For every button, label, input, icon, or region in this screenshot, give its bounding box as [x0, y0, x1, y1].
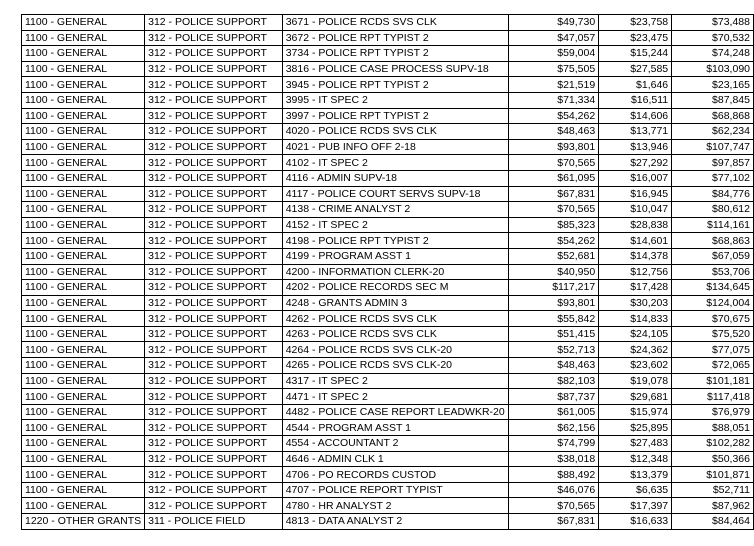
total-cell: $23,165	[672, 77, 754, 93]
position-cell: 4198 - POLICE RPT TYPIST 2	[282, 233, 508, 249]
benefits-cell: $12,756	[599, 264, 672, 280]
table-row	[22, 264, 754, 280]
fund-cell: 1100 - GENERAL	[22, 358, 145, 374]
department-cell: 312 - POLICE SUPPORT	[145, 404, 283, 420]
fund-cell: 1100 - GENERAL	[22, 482, 145, 498]
position-cell: 4646 - ADMIN CLK 1	[282, 451, 508, 467]
department-cell: 312 - POLICE SUPPORT	[145, 186, 283, 202]
position-cell: 3734 - POLICE RPT TYPIST 2	[282, 46, 508, 62]
total-cell: $73,488	[672, 15, 754, 31]
benefits-cell: $29,681	[599, 389, 672, 405]
salary-cell: $61,005	[508, 404, 598, 420]
salary-cell: $70,565	[508, 202, 598, 218]
benefits-cell: $23,602	[599, 358, 672, 374]
benefits-cell: $17,397	[599, 498, 672, 514]
total-cell: $97,857	[672, 155, 754, 171]
department-cell: 311 - POLICE FIELD	[145, 514, 283, 530]
benefits-cell: $16,511	[599, 92, 672, 108]
table-row	[22, 30, 754, 46]
benefits-cell: $24,362	[599, 342, 672, 358]
salary-cell: $54,262	[508, 108, 598, 124]
position-cell: 4102 - IT SPEC 2	[282, 155, 508, 171]
position-cell: 4482 - POLICE CASE REPORT LEADWKR-20	[282, 404, 508, 420]
benefits-cell: $15,974	[599, 404, 672, 420]
salary-cell: $55,842	[508, 311, 598, 327]
benefits-cell: $6,635	[599, 482, 672, 498]
total-cell: $107,747	[672, 139, 754, 155]
position-cell: 4202 - POLICE RECORDS SEC M	[282, 280, 508, 296]
benefits-cell: $13,771	[599, 124, 672, 140]
department-cell: 312 - POLICE SUPPORT	[145, 15, 283, 31]
fund-cell: 1100 - GENERAL	[22, 498, 145, 514]
department-cell: 312 - POLICE SUPPORT	[145, 202, 283, 218]
salary-cell: $48,463	[508, 124, 598, 140]
position-cell: 4707 - POLICE REPORT TYPIST	[282, 482, 508, 498]
fund-cell: 1100 - GENERAL	[22, 217, 145, 233]
department-cell: 312 - POLICE SUPPORT	[145, 30, 283, 46]
department-cell: 312 - POLICE SUPPORT	[145, 420, 283, 436]
position-cell: 4248 - GRANTS ADMIN 3	[282, 295, 508, 311]
salary-cell: $67,831	[508, 514, 598, 530]
total-cell: $50,366	[672, 451, 754, 467]
salary-cell: $52,681	[508, 248, 598, 264]
department-cell: 312 - POLICE SUPPORT	[145, 451, 283, 467]
department-cell: 312 - POLICE SUPPORT	[145, 170, 283, 186]
fund-cell: 1100 - GENERAL	[22, 420, 145, 436]
fund-cell: 1100 - GENERAL	[22, 155, 145, 171]
table-row	[22, 451, 754, 467]
department-cell: 312 - POLICE SUPPORT	[145, 139, 283, 155]
benefits-cell: $14,833	[599, 311, 672, 327]
table-row	[22, 295, 754, 311]
position-cell: 4263 - POLICE RCDS SVS CLK	[282, 326, 508, 342]
total-cell: $117,418	[672, 389, 754, 405]
salary-cell: $40,950	[508, 264, 598, 280]
salary-cell: $93,801	[508, 139, 598, 155]
department-cell: 312 - POLICE SUPPORT	[145, 46, 283, 62]
position-cell: 4264 - POLICE RCDS SVS CLK-20	[282, 342, 508, 358]
salary-cell: $88,492	[508, 467, 598, 483]
fund-cell: 1100 - GENERAL	[22, 124, 145, 140]
salary-cell: $38,018	[508, 451, 598, 467]
fund-cell: 1100 - GENERAL	[22, 202, 145, 218]
position-cell: 3671 - POLICE RCDS SVS CLK	[282, 15, 508, 31]
table-row	[22, 15, 754, 31]
table-row	[22, 46, 754, 62]
benefits-cell: $23,475	[599, 30, 672, 46]
total-cell: $134,645	[672, 280, 754, 296]
table-body	[22, 15, 754, 530]
benefits-cell: $30,203	[599, 295, 672, 311]
fund-cell: 1100 - GENERAL	[22, 233, 145, 249]
benefits-cell: $28,838	[599, 217, 672, 233]
salary-cell: $70,565	[508, 155, 598, 171]
position-cell: 4200 - INFORMATION CLERK-20	[282, 264, 508, 280]
total-cell: $72,065	[672, 358, 754, 374]
fund-cell: 1100 - GENERAL	[22, 77, 145, 93]
table-row	[22, 482, 754, 498]
fund-cell: 1220 - OTHER GRANTS	[22, 514, 145, 530]
table-row	[22, 436, 754, 452]
table-row	[22, 124, 754, 140]
benefits-cell: $27,585	[599, 61, 672, 77]
benefits-cell: $23,758	[599, 15, 672, 31]
benefits-cell: $19,078	[599, 373, 672, 389]
total-cell: $87,962	[672, 498, 754, 514]
table-row	[22, 108, 754, 124]
fund-cell: 1100 - GENERAL	[22, 295, 145, 311]
fund-cell: 1100 - GENERAL	[22, 264, 145, 280]
salary-cell: $67,831	[508, 186, 598, 202]
salary-cell: $74,799	[508, 436, 598, 452]
table-row	[22, 233, 754, 249]
salary-cell: $70,565	[508, 498, 598, 514]
department-cell: 312 - POLICE SUPPORT	[145, 217, 283, 233]
salary-cell: $59,004	[508, 46, 598, 62]
fund-cell: 1100 - GENERAL	[22, 373, 145, 389]
fund-cell: 1100 - GENERAL	[22, 170, 145, 186]
fund-cell: 1100 - GENERAL	[22, 467, 145, 483]
benefits-cell: $14,601	[599, 233, 672, 249]
fund-cell: 1100 - GENERAL	[22, 404, 145, 420]
total-cell: $76,979	[672, 404, 754, 420]
fund-cell: 1100 - GENERAL	[22, 61, 145, 77]
table-row	[22, 514, 754, 530]
fund-cell: 1100 - GENERAL	[22, 326, 145, 342]
benefits-cell: $10,047	[599, 202, 672, 218]
position-cell: 3672 - POLICE RPT TYPIST 2	[282, 30, 508, 46]
position-cell: 3995 - IT SPEC 2	[282, 92, 508, 108]
department-cell: 312 - POLICE SUPPORT	[145, 389, 283, 405]
fund-cell: 1100 - GENERAL	[22, 186, 145, 202]
benefits-cell: $25,895	[599, 420, 672, 436]
salary-cell: $49,730	[508, 15, 598, 31]
fund-cell: 1100 - GENERAL	[22, 389, 145, 405]
benefits-cell: $13,379	[599, 467, 672, 483]
position-cell: 4117 - POLICE COURT SERVS SUPV-18	[282, 186, 508, 202]
fund-cell: 1100 - GENERAL	[22, 311, 145, 327]
total-cell: $84,464	[672, 514, 754, 530]
table-row	[22, 342, 754, 358]
table-row	[22, 498, 754, 514]
table-row	[22, 358, 754, 374]
fund-cell: 1100 - GENERAL	[22, 280, 145, 296]
salary-cell: $46,076	[508, 482, 598, 498]
table-row	[22, 311, 754, 327]
department-cell: 312 - POLICE SUPPORT	[145, 108, 283, 124]
department-cell: 312 - POLICE SUPPORT	[145, 233, 283, 249]
table-row	[22, 217, 754, 233]
salary-cell: $61,095	[508, 170, 598, 186]
fund-cell: 1100 - GENERAL	[22, 46, 145, 62]
total-cell: $124,004	[672, 295, 754, 311]
fund-cell: 1100 - GENERAL	[22, 139, 145, 155]
total-cell: $77,102	[672, 170, 754, 186]
table-row	[22, 467, 754, 483]
table-row	[22, 373, 754, 389]
position-cell: 4116 - ADMIN SUPV-18	[282, 170, 508, 186]
benefits-cell: $17,428	[599, 280, 672, 296]
benefits-cell: $14,606	[599, 108, 672, 124]
position-cell: 4138 - CRIME ANALYST 2	[282, 202, 508, 218]
fund-cell: 1100 - GENERAL	[22, 108, 145, 124]
position-cell: 4020 - POLICE RCDS SVS CLK	[282, 124, 508, 140]
table-row	[22, 92, 754, 108]
table-row	[22, 170, 754, 186]
total-cell: $68,868	[672, 108, 754, 124]
benefits-cell: $13,946	[599, 139, 672, 155]
total-cell: $88,051	[672, 420, 754, 436]
department-cell: 312 - POLICE SUPPORT	[145, 326, 283, 342]
salary-cell: $52,713	[508, 342, 598, 358]
total-cell: $102,282	[672, 436, 754, 452]
salary-cell: $82,103	[508, 373, 598, 389]
benefits-cell: $15,244	[599, 46, 672, 62]
table-row	[22, 420, 754, 436]
position-cell: 3945 - POLICE RPT TYPIST 2	[282, 77, 508, 93]
benefits-cell: $14,378	[599, 248, 672, 264]
department-cell: 312 - POLICE SUPPORT	[145, 436, 283, 452]
total-cell: $74,248	[672, 46, 754, 62]
department-cell: 312 - POLICE SUPPORT	[145, 77, 283, 93]
department-cell: 312 - POLICE SUPPORT	[145, 155, 283, 171]
table-row	[22, 77, 754, 93]
salary-cell: $71,334	[508, 92, 598, 108]
fund-cell: 1100 - GENERAL	[22, 30, 145, 46]
fund-cell: 1100 - GENERAL	[22, 436, 145, 452]
benefits-cell: $12,348	[599, 451, 672, 467]
department-cell: 312 - POLICE SUPPORT	[145, 373, 283, 389]
total-cell: $68,863	[672, 233, 754, 249]
total-cell: $70,532	[672, 30, 754, 46]
department-cell: 312 - POLICE SUPPORT	[145, 248, 283, 264]
position-cell: 3816 - POLICE CASE PROCESS SUPV-18	[282, 61, 508, 77]
salary-cell: $47,057	[508, 30, 598, 46]
table-row	[22, 326, 754, 342]
position-cell: 4706 - PO RECORDS CUSTOD	[282, 467, 508, 483]
total-cell: $77,075	[672, 342, 754, 358]
table-row	[22, 139, 754, 155]
total-cell: $67,059	[672, 248, 754, 264]
table-row	[22, 280, 754, 296]
table-row	[22, 61, 754, 77]
department-cell: 312 - POLICE SUPPORT	[145, 295, 283, 311]
benefits-cell: $1,646	[599, 77, 672, 93]
position-cell: 4554 - ACCOUNTANT 2	[282, 436, 508, 452]
salary-cell: $75,505	[508, 61, 598, 77]
department-cell: 312 - POLICE SUPPORT	[145, 482, 283, 498]
position-cell: 4152 - IT SPEC 2	[282, 217, 508, 233]
fund-cell: 1100 - GENERAL	[22, 92, 145, 108]
position-cell: 4544 - PROGRAM ASST 1	[282, 420, 508, 436]
position-cell: 4265 - POLICE RCDS SVS CLK-20	[282, 358, 508, 374]
benefits-cell: $27,483	[599, 436, 672, 452]
salary-cell: $21,519	[508, 77, 598, 93]
fund-cell: 1100 - GENERAL	[22, 342, 145, 358]
salary-cell: $87,737	[508, 389, 598, 405]
benefits-cell: $16,945	[599, 186, 672, 202]
benefits-cell: $16,007	[599, 170, 672, 186]
total-cell: $101,181	[672, 373, 754, 389]
salary-cell: $54,262	[508, 233, 598, 249]
total-cell: $114,161	[672, 217, 754, 233]
department-cell: 312 - POLICE SUPPORT	[145, 92, 283, 108]
total-cell: $62,234	[672, 124, 754, 140]
total-cell: $75,520	[672, 326, 754, 342]
table-row	[22, 155, 754, 171]
department-cell: 312 - POLICE SUPPORT	[145, 467, 283, 483]
total-cell: $84,776	[672, 186, 754, 202]
department-cell: 312 - POLICE SUPPORT	[145, 124, 283, 140]
department-cell: 312 - POLICE SUPPORT	[145, 342, 283, 358]
total-cell: $87,845	[672, 92, 754, 108]
total-cell: $52,711	[672, 482, 754, 498]
benefits-cell: $24,105	[599, 326, 672, 342]
position-cell: 4021 - PUB INFO OFF 2-18	[282, 139, 508, 155]
position-cell: 4262 - POLICE RCDS SVS CLK	[282, 311, 508, 327]
total-cell: $70,675	[672, 311, 754, 327]
position-cell: 4813 - DATA ANALYST 2	[282, 514, 508, 530]
department-cell: 312 - POLICE SUPPORT	[145, 358, 283, 374]
table-row	[22, 389, 754, 405]
fund-cell: 1100 - GENERAL	[22, 248, 145, 264]
position-cell: 3997 - POLICE RPT TYPIST 2	[282, 108, 508, 124]
fund-cell: 1100 - GENERAL	[22, 15, 145, 31]
salary-cell: $62,156	[508, 420, 598, 436]
salary-cell: $93,801	[508, 295, 598, 311]
department-cell: 312 - POLICE SUPPORT	[145, 280, 283, 296]
position-cell: 4317 - IT SPEC 2	[282, 373, 508, 389]
table-row	[22, 186, 754, 202]
department-cell: 312 - POLICE SUPPORT	[145, 61, 283, 77]
table-row	[22, 404, 754, 420]
total-cell: $53,706	[672, 264, 754, 280]
total-cell: $80,612	[672, 202, 754, 218]
total-cell: $101,871	[672, 467, 754, 483]
department-cell: 312 - POLICE SUPPORT	[145, 498, 283, 514]
department-cell: 312 - POLICE SUPPORT	[145, 264, 283, 280]
benefits-cell: $27,292	[599, 155, 672, 171]
salary-cell: $48,463	[508, 358, 598, 374]
benefits-cell: $16,633	[599, 514, 672, 530]
salary-cell: $51,415	[508, 326, 598, 342]
fund-cell: 1100 - GENERAL	[22, 451, 145, 467]
salary-cell: $85,323	[508, 217, 598, 233]
table-row	[22, 248, 754, 264]
position-cell: 4471 - IT SPEC 2	[282, 389, 508, 405]
position-cell: 4199 - PROGRAM ASST 1	[282, 248, 508, 264]
position-cell: 4780 - HR ANALYST 2	[282, 498, 508, 514]
position-cost-table	[21, 14, 754, 530]
salary-cell: $117,217	[508, 280, 598, 296]
table-row	[22, 202, 754, 218]
department-cell: 312 - POLICE SUPPORT	[145, 311, 283, 327]
total-cell: $103,090	[672, 61, 754, 77]
